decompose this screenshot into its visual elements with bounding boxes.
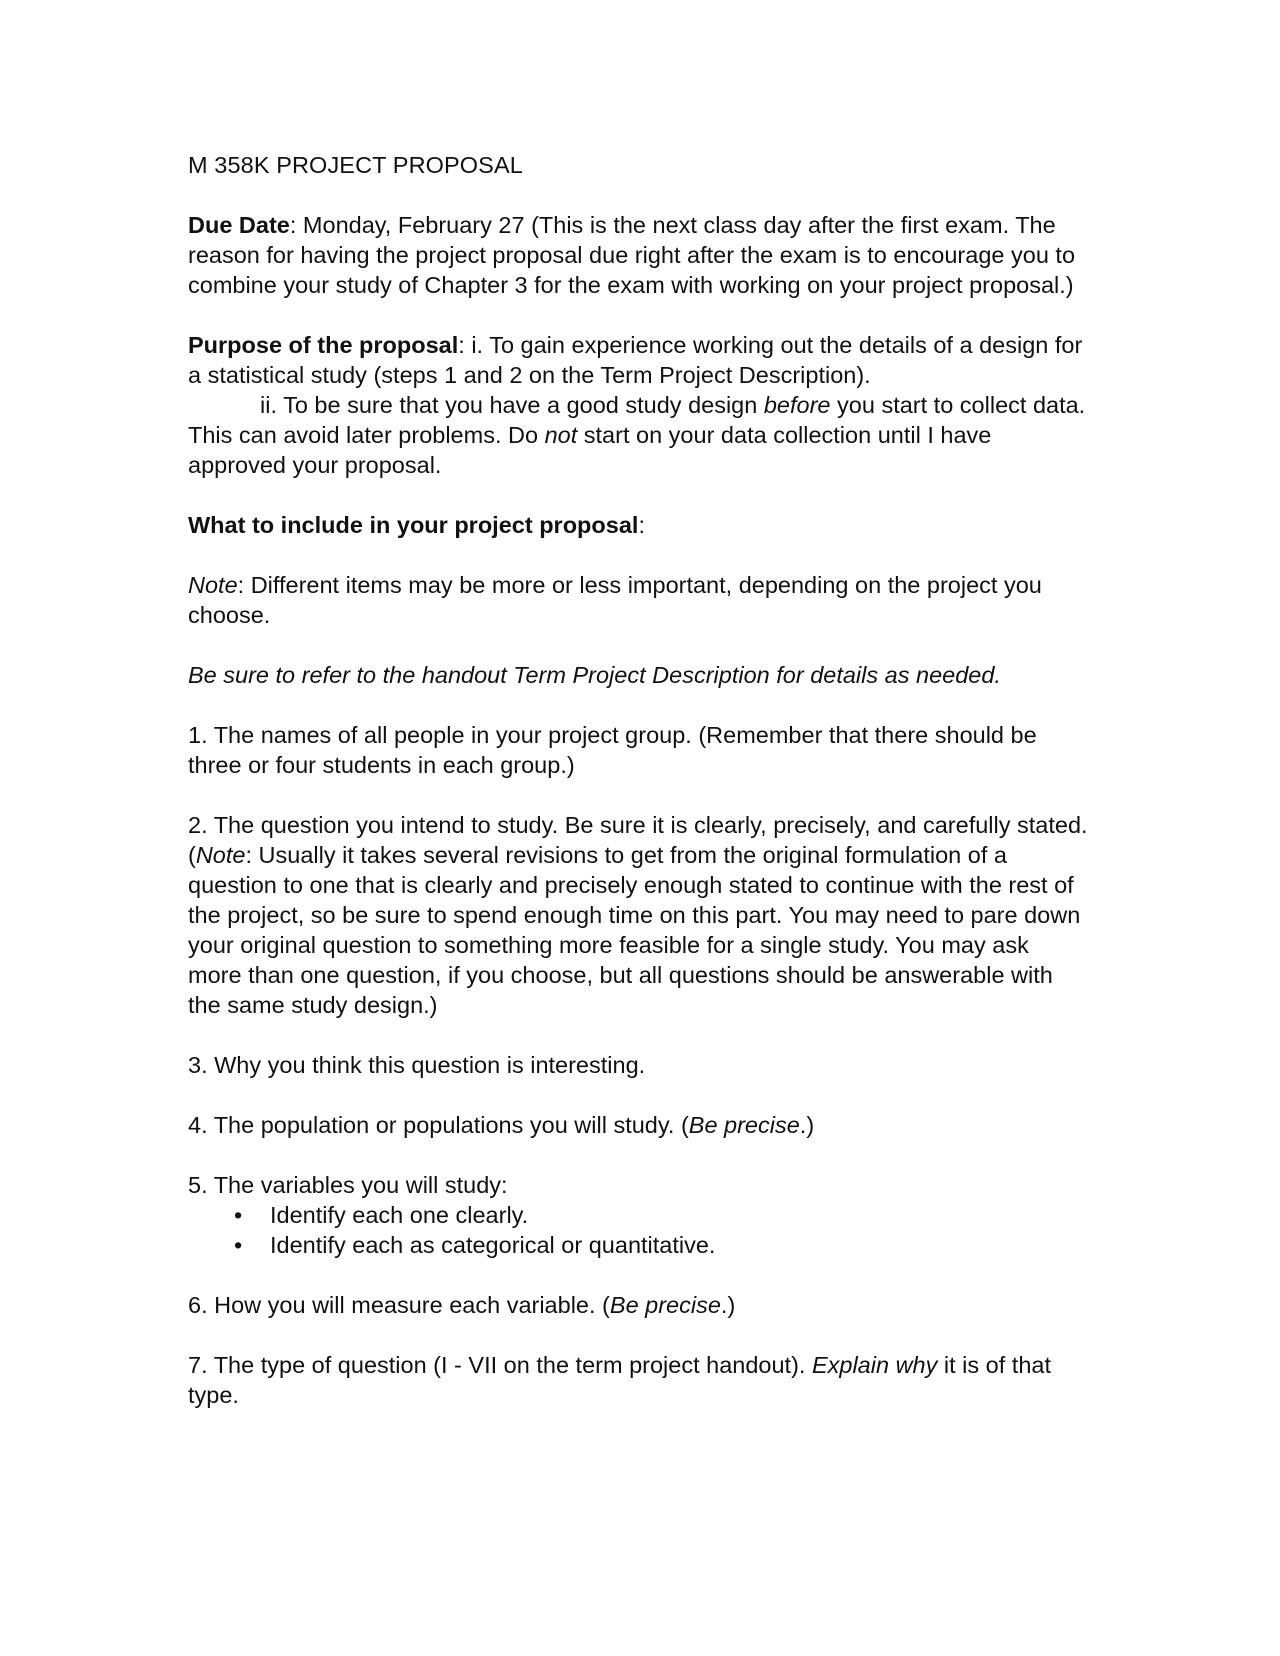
document-page: [188, 150, 1088, 1440]
item-6: [188, 1290, 1088, 1320]
purpose-label: Purpose of the proposal: [188, 332, 459, 358]
include-colon: :: [638, 512, 645, 538]
emphasis-not: not: [544, 422, 578, 448]
due-date-label: Due Date: [188, 212, 290, 238]
list-item-text: Identify each one clearly.: [270, 1202, 529, 1228]
include-heading: [188, 510, 1088, 540]
purpose-item-ii-middle: you start to collect data. This can avoid later problems. Do: [188, 392, 1086, 448]
emphasis-before: before: [763, 392, 831, 418]
item-3: 3. Why you think this question is interesting.: [188, 1052, 646, 1078]
purpose-item-ii-end: start on your data collection until I have approved your proposal.: [188, 422, 992, 478]
note-label: Note: [188, 572, 238, 598]
purpose-item-i: : i. To gain experience working out the details of a design for a statistical study (steps 1 and 2 on the Term Project Description).: [188, 332, 1083, 388]
item-1: 1. The names of all people in your project group. (Remember that there should be three or four students in each group.): [188, 722, 1037, 778]
item-5: [188, 1170, 1088, 1260]
item-7-emphasis: Explain why: [811, 1352, 938, 1378]
note-paragraph: [188, 570, 1088, 630]
item-4-emphasis: Be precise: [688, 1112, 800, 1138]
item-6-end: .): [720, 1292, 736, 1318]
purpose-item-ii-start: ii. To be sure that you have a good study design: [260, 392, 764, 418]
item-7-start: 7. The type of question (I - VII on the term project handout).: [188, 1352, 812, 1378]
list-item-text: Identify each as categorical or quantitative.: [270, 1232, 716, 1258]
item-2-note-label: Note: [195, 842, 246, 868]
item-7: [188, 1350, 1088, 1410]
item-5-text: 5. The variables you will study:: [188, 1172, 508, 1198]
include-label: What to include in your project proposal: [188, 512, 639, 538]
item-4-end: .): [799, 1112, 815, 1138]
item-2-start: 2. The question you intend to study. Be sure it is clearly, precisely, and carefully stated. (: [188, 812, 1088, 868]
bullet-icon: •: [234, 1232, 243, 1258]
item-6-emphasis: Be precise: [609, 1292, 721, 1318]
refer-paragraph: [188, 660, 1088, 690]
due-date-paragraph: [188, 210, 1088, 300]
refer-text: Be sure to refer to the handout Term Project Description for details as needed.: [188, 662, 1001, 688]
variables-list: [188, 1200, 1088, 1260]
bullet-icon: •: [234, 1202, 243, 1228]
item-6-start: 6. How you will measure each variable. (: [188, 1292, 610, 1318]
item-4-start: 4. The population or populations you will study. (: [188, 1112, 689, 1138]
item-4: [188, 1110, 1088, 1140]
item-2-rest: : Usually it takes several revisions to get from the original formulation of a question to one that is clearly and precisely enough stated to continue with the rest of the project, so be sure to spend enough time on this part. You may need to pare down your original question to something more feasible for a single study. You may ask more than one question, if you choose, but all questions should be answerable with the same study design.): [188, 842, 1081, 1018]
note-text: : Different items may be more or less important, depending on the project you choose.: [188, 572, 1042, 628]
purpose-paragraph: [188, 330, 1088, 480]
due-date-text: : Monday, February 27 (This is the next class day after the first exam. The reason for having the project proposal due right after the exam is to encourage you to combine your study of Chapter 3 for the exam with working on your project proposal.): [188, 212, 1076, 298]
item-7-end: it is of that type.: [188, 1352, 1052, 1408]
list-item: [188, 1230, 1088, 1260]
list-item: [188, 1200, 1088, 1230]
document-title: M 358K PROJECT PROPOSAL: [188, 152, 523, 178]
item-2: [188, 810, 1088, 1020]
